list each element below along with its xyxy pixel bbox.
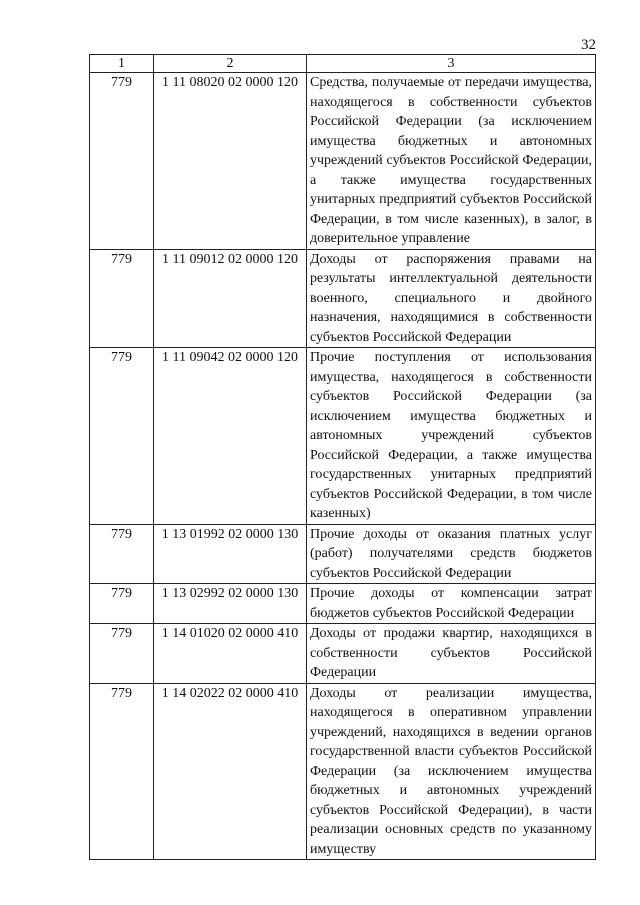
table-row xyxy=(90,624,596,684)
revenue-code-cell: 1 14 02022 02 0000 410 xyxy=(154,683,307,860)
revenue-code-cell: 1 13 01992 02 0000 130 xyxy=(154,524,307,584)
column-header-1: 1 xyxy=(90,55,154,73)
table-row xyxy=(90,249,596,348)
page-number: 32 xyxy=(581,37,596,53)
revenue-code-cell: 1 11 08020 02 0000 120 xyxy=(154,73,307,250)
description-cell: Прочие поступления от использования имущества, находящегося в собственности субъектов Российской Федерации (за исключением имущества бюджетных и автономных учреждений субъектов Российской Федерации, а также имущества государственных унитарных предприятий субъектов Российской Федерации, в том числе казенных) xyxy=(307,348,596,525)
admin-code-cell: 779 xyxy=(90,348,154,525)
table-row xyxy=(90,348,596,525)
admin-code-cell: 779 xyxy=(90,249,154,348)
table-row xyxy=(90,524,596,584)
admin-code-cell: 779 xyxy=(90,524,154,584)
revenue-code-cell: 1 11 09012 02 0000 120 xyxy=(154,249,307,348)
description-cell: Доходы от реализации имущества, находящегося в оперативном управлении учреждений, находящихся в ведении органов государственной власти субъектов Российской Федерации (за исключением имущества бюджетных и автономных учреждений субъектов Российской Федерации), в части реализации основных средств по указанному имуществу xyxy=(307,683,596,860)
column-header-2: 2 xyxy=(154,55,307,73)
table-header-row xyxy=(90,55,596,73)
admin-code-cell: 779 xyxy=(90,73,154,250)
admin-code-cell: 779 xyxy=(90,683,154,860)
table-row xyxy=(90,73,596,250)
table-row xyxy=(90,683,596,860)
admin-code-cell: 779 xyxy=(90,584,154,624)
revenue-code-cell: 1 14 01020 02 0000 410 xyxy=(154,624,307,684)
description-cell: Прочие доходы от компенсации затрат бюджетов субъектов Российской Федерации xyxy=(307,584,596,624)
admin-code-cell: 779 xyxy=(90,624,154,684)
description-cell: Доходы от продажи квартир, находящихся в собственности субъектов Российской Федерации xyxy=(307,624,596,684)
revenue-code-cell: 1 11 09042 02 0000 120 xyxy=(154,348,307,525)
revenue-codes-table xyxy=(89,54,596,860)
column-header-3: 3 xyxy=(307,55,596,73)
description-cell: Прочие доходы от оказания платных услуг (работ) получателями средств бюджетов субъектов Российской Федерации xyxy=(307,524,596,584)
description-cell: Средства, получаемые от передачи имущества, находящегося в собственности субъектов Российской Федерации (за исключением имущества бюджетных и автономных учреждений субъектов Российской Федерации, а также имущества государственных унитарных предприятий субъектов Российской Федерации, в том числе казенных), в залог, в доверительное управление xyxy=(307,73,596,250)
description-cell: Доходы от распоряжения правами на результаты интеллектуальной деятельности военного, специального и двойного назначения, находящимися в собственности субъектов Российской Федерации xyxy=(307,249,596,348)
table-row xyxy=(90,584,596,624)
revenue-code-cell: 1 13 02992 02 0000 130 xyxy=(154,584,307,624)
